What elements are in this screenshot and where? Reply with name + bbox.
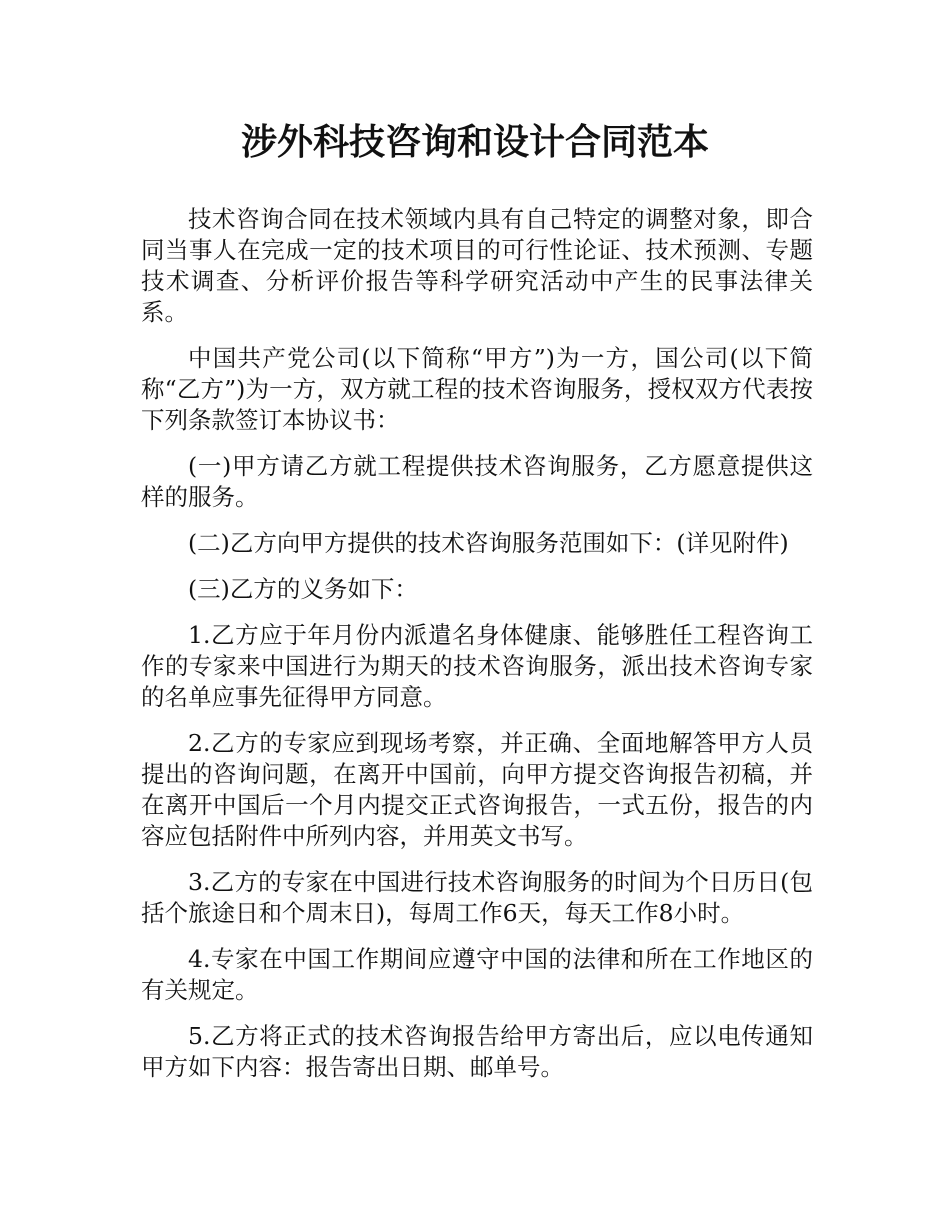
paragraph-item-4: 4.专家在中国工作期间应遵守中国的法律和所在工作地区的有关规定。 xyxy=(141,945,813,1004)
paragraph-intro: 技术咨询合同在技术领域内具有自己特定的调整对象，即合同当事人在完成一定的技术项目的可行性论证、技术预测、专题技术调查、分析评价报告等科学研究活动中产生的民事法律关系。 xyxy=(141,205,813,326)
paragraph-clause-2: (二)乙方向甲方提供的技术咨询服务范围如下：(详见附件) xyxy=(188,529,789,557)
paragraph-item-5: 5.乙方将正式的技术咨询报告给甲方寄出后，应以电传通知甲方如下内容：报告寄出日期、邮单号。 xyxy=(141,1022,813,1081)
document-body xyxy=(141,204,813,1098)
paragraph-item-2: 2.乙方的专家应到现场考察，并正确、全面地解答甲方人员提出的咨询问题，在离开中国前，向甲方提交咨询报告初稿，并在离开中国后一个月内提交正式咨询报告，一式五份，报告的内容应包括附件中所列内容，并用英文书写。 xyxy=(141,729,813,850)
paragraph-parties: 中国共产党公司(以下简称“甲方”)为一方，国公司(以下简称“乙方”)为一方，双方就工程的技术咨询服务，授权双方代表按下列条款签订本协议书： xyxy=(141,344,813,434)
paragraph-clause-3: (三)乙方的义务如下： xyxy=(188,575,418,603)
paragraph-item-1: 1.乙方应于年月份内派遣名身体健康、能够胜任工程咨询工作的专家来中国进行为期天的技术咨询服务，派出技术咨询专家的名单应事先征得甲方同意。 xyxy=(141,621,813,711)
document-title: 涉外科技咨询和设计合同范本 xyxy=(240,121,709,163)
paragraph-clause-1: (一)甲方请乙方就工程提供技术咨询服务，乙方愿意提供这样的服务。 xyxy=(141,452,813,511)
paragraph-item-3: 3.乙方的专家在中国进行技术咨询服务的时间为个日历日(包括个旅途日和个周末日)，每周工作6天，每天工作8小时。 xyxy=(141,868,813,927)
